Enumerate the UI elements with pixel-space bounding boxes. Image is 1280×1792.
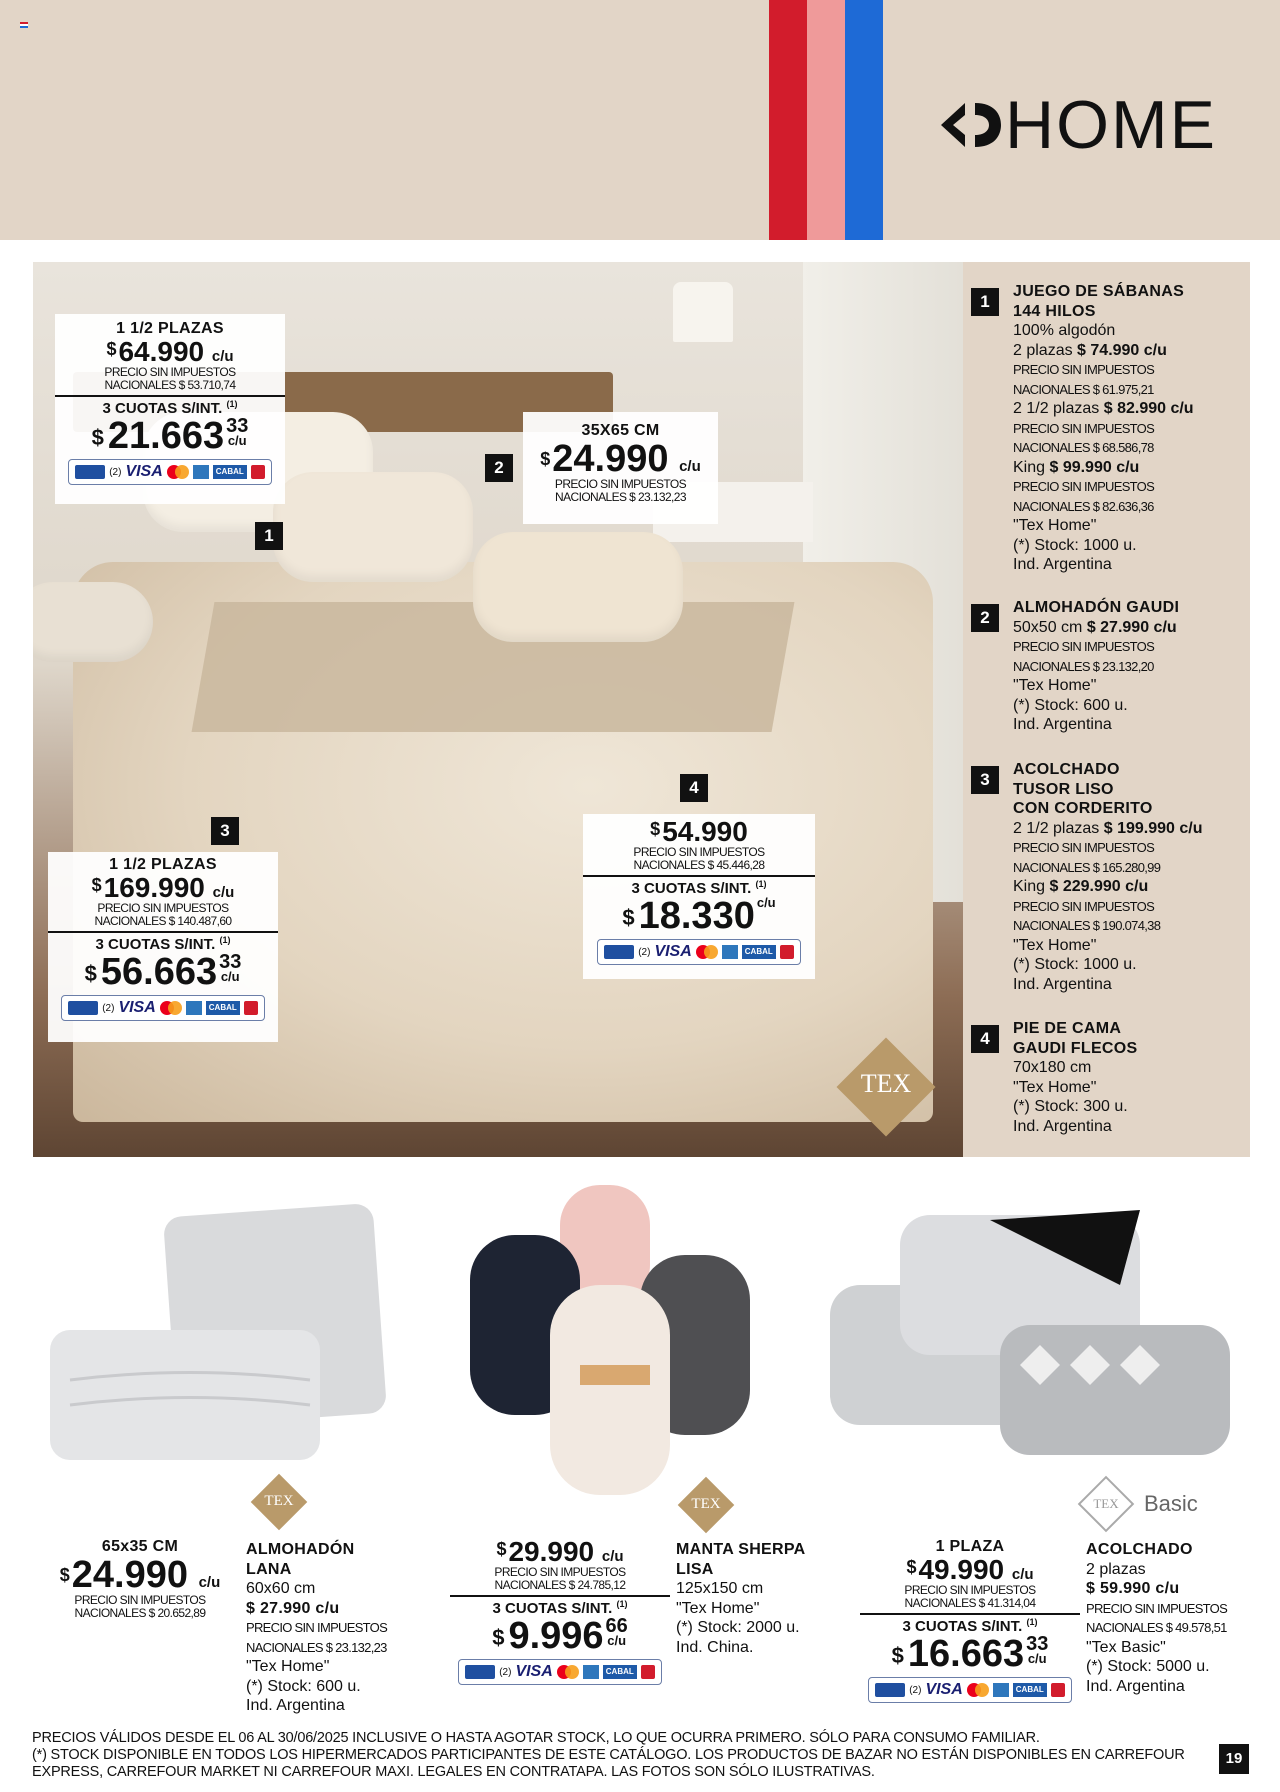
- pink-stripe: [807, 0, 845, 240]
- price: $24.990 c/u: [540, 438, 701, 480]
- detail-line: Ind. Argentina: [1086, 1677, 1185, 1695]
- detail-title: JUEGO DE SÁBANAS: [1013, 283, 1185, 300]
- pillow-side: [33, 582, 153, 662]
- carrefour-card-icon: [251, 465, 265, 479]
- legal-line: EXPRESS, CARREFOUR MARKET NI CARREFOUR MAXI. LEGALES EN CONTRATAPA. LAS FOTOS SON SÓLO ILUSTRATIVAS.: [32, 1764, 875, 1780]
- carrefour-card-icon: [780, 945, 794, 959]
- price-acolchado-basic: [860, 1538, 1080, 1703]
- tex-logo-manta: TEX: [678, 1477, 735, 1534]
- detail-title: TUSOR LISO: [1013, 780, 1114, 798]
- detail-price-line: 2 1/2 plazas $ 199.990 c/u: [1013, 819, 1203, 837]
- detail-title: LANA: [246, 1560, 292, 1578]
- detail-price-line: King $ 99.990 c/u: [1013, 458, 1140, 476]
- marker-2: 2: [485, 454, 513, 482]
- detail-price: $ 59.990 c/u: [1086, 1580, 1180, 1597]
- payment-cards: (2) VISA CABAL: [458, 1659, 662, 1685]
- price-box-almohadon-gaudi: [523, 412, 718, 524]
- cuotas-label: 3 CUOTAS S/INT. $^{(1)}$: [860, 1613, 1080, 1635]
- carrefour-logo-icon: [935, 97, 1005, 153]
- detail-title: CON CORDERITO: [1013, 800, 1153, 817]
- details-almohadon-lana: [246, 1540, 436, 1716]
- tax-label: PRECIO SIN IMPUESTOS: [104, 365, 236, 379]
- header-banner: [0, 0, 1280, 240]
- cuotas-label: 3 CUOTAS S/INT. $^{(1)}$: [55, 395, 285, 417]
- cabal-icon: CABAL: [603, 1665, 637, 1679]
- detail-line: Ind. Argentina: [1013, 716, 1112, 733]
- detail-line: (*) Stock: 1000 u.: [1013, 956, 1137, 973]
- price: $49.990 c/u: [906, 1554, 1034, 1585]
- bank-card-icon: [465, 1665, 495, 1679]
- price: $29.990 c/u: [496, 1536, 624, 1567]
- detail-line: Ind. Argentina: [1013, 556, 1112, 573]
- price-almohadon-lana: [40, 1538, 240, 1619]
- tax-value: NACIONALES $ 20.652,89: [74, 1605, 206, 1620]
- detail-line: "Tex Basic": [1086, 1638, 1166, 1656]
- acolchado-basic-photo: [820, 1195, 1250, 1475]
- detail-line: (*) Stock: 300 u.: [1013, 1098, 1128, 1115]
- carrefour-card-icon: [641, 1665, 655, 1679]
- payment-cards: (2) VISA CABAL: [61, 995, 265, 1021]
- bank-card-icon: [604, 945, 634, 959]
- cuota-price: $ 9.996 66 c/u: [492, 1615, 628, 1658]
- payment-cards: (2) VISA CABAL: [68, 459, 272, 485]
- size-label: 1 1/2 PLAZAS: [116, 320, 224, 337]
- red-stripe: [769, 0, 807, 240]
- price: $54.990: [650, 816, 748, 847]
- detail-line: (*) Stock: 2000 u.: [676, 1619, 800, 1636]
- amex-icon: [993, 1683, 1009, 1697]
- detail-tax: PRECIO SIN IMPUESTOS: [246, 1620, 388, 1635]
- marker-3: 3: [211, 817, 239, 845]
- tax-value: NACIONALES $ 41.314,04: [904, 1595, 1036, 1610]
- detail-title: MANTA SHERPA: [676, 1541, 806, 1558]
- legal-footer: [32, 1730, 1202, 1781]
- size-label: 1 PLAZA: [935, 1538, 1005, 1555]
- price: $24.990 c/u: [59, 1554, 221, 1596]
- price-manta-sherpa: [450, 1538, 670, 1685]
- price: $64.990 c/u: [106, 336, 234, 367]
- detail-title: ACOLCHADO: [1013, 761, 1120, 778]
- tax-value: NACIONALES $ 53.710,74: [104, 377, 236, 392]
- tax-label: PRECIO SIN IMPUESTOS: [97, 901, 229, 915]
- detail-tax: NACIONALES $ 23.132,23: [246, 1639, 387, 1655]
- detail-line: 2 plazas: [1086, 1560, 1146, 1578]
- cuota-price: $ 56.663 33 c/u: [84, 951, 242, 994]
- pillow-gaudi: [473, 532, 683, 642]
- detail-tax: NACIONALES $ 190.074,38: [1013, 918, 1161, 933]
- detail-title: ALMOHADÓN GAUDI: [1013, 599, 1180, 616]
- detail-tax: NACIONALES $ 49.578,51: [1086, 1620, 1227, 1635]
- carrefour-card-icon: [1051, 1683, 1065, 1697]
- detail-line: "Tex Home": [1013, 517, 1097, 534]
- tax-label: PRECIO SIN IMPUESTOS: [494, 1565, 626, 1579]
- detail-tax: PRECIO SIN IMPUESTOS: [1013, 362, 1155, 377]
- brand-home-text: HOME: [1005, 87, 1217, 163]
- details-acolchado-basic: [1086, 1540, 1266, 1696]
- size-label: 35X65 CM: [581, 422, 660, 439]
- detail-line: Ind. Argentina: [1013, 1117, 1112, 1135]
- marker-1: 1: [255, 522, 283, 550]
- detail-tax: PRECIO SIN IMPUESTOS: [1013, 420, 1155, 436]
- detail-line: Ind. Argentina: [246, 1697, 345, 1714]
- detail-tax: NACIONALES $ 68.586,78: [1013, 440, 1154, 455]
- detail-number: 2: [971, 604, 999, 632]
- tax-value: NACIONALES $ 140.487,60: [94, 913, 232, 928]
- detail-line: "Tex Home": [676, 1599, 760, 1617]
- price-box-pie-de-cama: [583, 814, 815, 979]
- marker-4: 4: [680, 774, 708, 802]
- detail-line: (*) Stock: 600 u.: [1013, 696, 1128, 714]
- detail-tax: NACIONALES $ 165.280,99: [1013, 859, 1161, 875]
- tax-label: PRECIO SIN IMPUESTOS: [554, 477, 687, 491]
- detail-title: LISA: [676, 1560, 714, 1578]
- cabal-icon: CABAL: [742, 945, 776, 959]
- price: $169.990 c/u: [91, 872, 235, 903]
- detail-tax: NACIONALES $ 82.636,36: [1013, 498, 1154, 514]
- manta-sherpa-photo: [460, 1175, 770, 1505]
- mastercard-icon: [557, 1665, 579, 1679]
- detail-line: "Tex Home": [246, 1658, 330, 1675]
- carrefour-card-icon: [244, 1001, 258, 1015]
- tex-basic-logo: TEX Basic: [1086, 1484, 1198, 1524]
- tax-value: NACIONALES $ 24.785,12: [494, 1577, 626, 1592]
- cabal-icon: CABAL: [1013, 1683, 1047, 1697]
- cuota-price: $ 16.663 33 c/u: [891, 1633, 1049, 1676]
- bank-card-icon: [75, 465, 105, 479]
- detail-tax: PRECIO SIN IMPUESTOS: [1013, 479, 1155, 494]
- almohadon-lana-photo: [40, 1190, 410, 1480]
- cuotas-label: 3 CUOTAS S/INT. $^{(1)}$: [48, 931, 278, 953]
- detail-tax: NACIONALES $ 23.132,20: [1013, 658, 1154, 674]
- detail-number: 3: [971, 766, 999, 794]
- detail-price-line: King $ 229.990 c/u: [1013, 878, 1149, 895]
- legal-line: (*) STOCK DISPONIBLE EN TODOS LOS HIPERMERCADOS PARTICIPANTES DE ESTE CATÁLOGO. LOS PRODUCTOS DE BAZAR NO ESTÁN DISPONIBLES EN CARREFOUR: [32, 1747, 1185, 1763]
- detail-line: 70x180 cm: [1013, 1059, 1092, 1076]
- tex-home-logo: TEX: [837, 1038, 936, 1137]
- detail-tax: PRECIO SIN IMPUESTOS: [1013, 840, 1155, 855]
- detail-title: ALMOHADÓN: [246, 1541, 355, 1558]
- detail-tax: NACIONALES $ 61.975,21: [1013, 381, 1154, 397]
- amex-icon: [722, 945, 738, 959]
- detail-line: "Tex Home": [1013, 936, 1097, 954]
- detail-tax: PRECIO SIN IMPUESTOS: [1013, 639, 1155, 654]
- detail-number: 1: [971, 288, 999, 316]
- amex-icon: [193, 465, 209, 479]
- amex-icon: [583, 1665, 599, 1679]
- mastercard-icon: [967, 1683, 989, 1697]
- tax-label: PRECIO SIN IMPUESTOS: [74, 1593, 206, 1607]
- detail-title: PIE DE CAMA: [1013, 1020, 1122, 1037]
- amex-icon: [186, 1001, 202, 1015]
- detail-line: (*) Stock: 1000 u.: [1013, 536, 1137, 554]
- blue-stripe: [845, 0, 883, 240]
- mastercard-icon: [160, 1001, 182, 1015]
- legal-line: PRECIOS VÁLIDOS DESDE EL 06 AL 30/06/2025 INCLUSIVE O HASTA AGOTAR STOCK, LO QUE OCURRA PRIMERO. SÓLO PARA CONSUMO FAMILIAR.: [32, 1730, 1040, 1746]
- detail-price-line: 2 1/2 plazas $ 82.990 c/u: [1013, 400, 1194, 417]
- cuotas-label: 3 CUOTAS S/INT. $^{(1)}$: [450, 1595, 670, 1617]
- detail-line: "Tex Home": [1013, 677, 1097, 694]
- detail-number: 4: [971, 1025, 999, 1053]
- tex-logo-almohadon: TEX: [251, 1474, 308, 1531]
- detail-tax: PRECIO SIN IMPUESTOS: [1013, 898, 1155, 914]
- detail-price-line: 2 plazas $ 74.990 c/u: [1013, 341, 1167, 359]
- product-details-panel: [963, 262, 1250, 1157]
- detail-line: (*) Stock: 5000 u.: [1086, 1658, 1210, 1675]
- cabal-icon: CABAL: [213, 465, 247, 479]
- size-label: 1 1/2 PLAZAS: [109, 856, 217, 873]
- price-box-sabanas: [55, 314, 285, 504]
- detail-price: $ 27.990 c/u: [246, 1599, 340, 1617]
- detail-line: "Tex Home": [1013, 1078, 1097, 1096]
- detail-line: 125x150 cm: [676, 1580, 764, 1597]
- mastercard-icon: [696, 945, 718, 959]
- carrefour-home-logo: [935, 86, 1217, 164]
- tax-label: PRECIO SIN IMPUESTOS: [904, 1583, 1036, 1597]
- detail-tax: PRECIO SIN IMPUESTOS: [1086, 1600, 1228, 1616]
- detail-line: Ind. Argentina: [1013, 975, 1112, 993]
- price-box-acolchado: [48, 852, 278, 1042]
- tax-label: PRECIO SIN IMPUESTOS: [633, 845, 765, 859]
- payment-cards: (2) VISA CABAL: [597, 939, 801, 965]
- cuota-price: $ 18.330 c/u: [622, 895, 776, 938]
- pillow-textured: [273, 472, 473, 582]
- detail-line: (*) Stock: 600 u.: [246, 1677, 361, 1695]
- tax-value: NACIONALES $ 45.446,28: [633, 857, 765, 872]
- hero-bedroom-photo: [33, 262, 963, 1157]
- cuotas-label: 3 CUOTAS S/INT. $^{(1)}$: [583, 875, 815, 897]
- bank-card-icon: [875, 1683, 905, 1697]
- detail-line: 100% algodón: [1013, 322, 1116, 339]
- cuota-price: $ 21.663 33 c/u: [91, 415, 249, 458]
- tax-value: NACIONALES $ 23.132,23: [555, 489, 686, 504]
- detail-price-line: 50x50 cm $ 27.990 c/u: [1013, 618, 1177, 636]
- size-label: 65x35 CM: [101, 1538, 179, 1555]
- page-number: 19: [1219, 1744, 1249, 1774]
- payment-cards: (2) VISA CABAL: [868, 1677, 1072, 1703]
- details-manta-sherpa: [676, 1540, 856, 1657]
- detail-title: GAUDI FLECOS: [1013, 1039, 1138, 1057]
- mastercard-icon: [167, 465, 189, 479]
- detail-title: ACOLCHADO: [1086, 1541, 1193, 1558]
- bank-card-icon: [68, 1001, 98, 1015]
- cabal-icon: CABAL: [206, 1001, 240, 1015]
- detail-title: 144 HILOS: [1013, 302, 1096, 320]
- detail-line: 60x60 cm: [246, 1580, 316, 1597]
- detail-line: Ind. China.: [676, 1638, 754, 1656]
- flag-icon: [20, 22, 28, 28]
- lamp-shade: [673, 282, 733, 342]
